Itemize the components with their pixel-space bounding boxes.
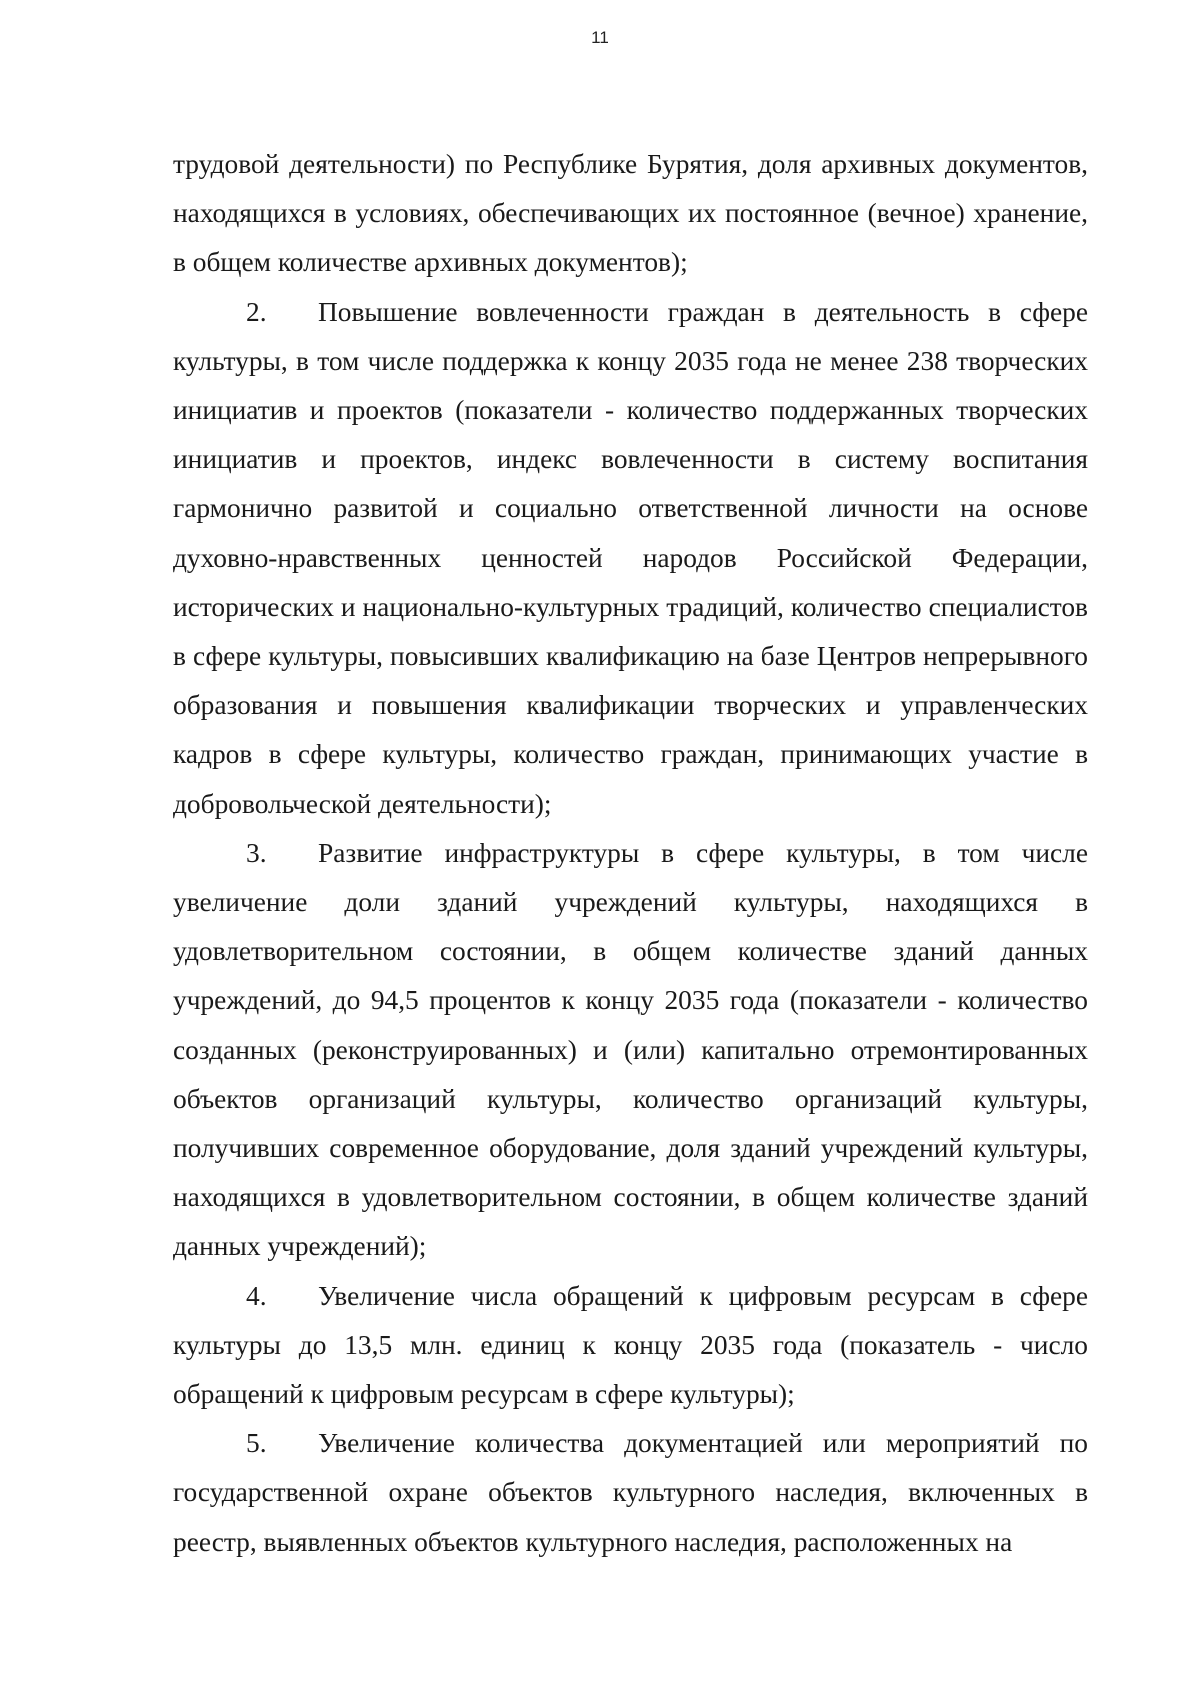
list-item-number: 4. [246, 1280, 267, 1311]
document-body [173, 140, 1088, 1567]
list-item-3 [173, 829, 1088, 1272]
list-item-number: 5. [246, 1428, 267, 1459]
list-item-number: 2. [246, 296, 267, 327]
list-item-text: Повышение вовлеченности граждан в деятельность в сфере культуры, в том числе поддержка к концу 2035 года не менее 238 творческих инициатив и проектов (показатели - количество поддержанных творческих инициатив и проектов, индекс вовлеченности в систему воспитания гармонично развитой и социально ответственной личности на основе духовно-нравственных ценностей народов Российской Федерации, исторических и национально-культурных традиций, количество специалистов в сфере культуры, повысивших квалификацию на базе Центров непрерывного образования и повышения квалификации творческих и управленческих кадров в сфере культуры, количество граждан, принимающих участие в добровольческой деятельности); [173, 296, 1088, 819]
list-item-5 [173, 1419, 1088, 1567]
list-item-text: Увеличение числа обращений к цифровым ресурсам в сфере культуры до 13,5 млн. единиц к концу 2035 года (показатель - число обращений к цифровым ресурсам в сфере культуры); [173, 1280, 1088, 1410]
list-item-2 [173, 288, 1088, 829]
list-item-number: 3. [246, 837, 267, 868]
list-item-text: Увеличение количества документацией или мероприятий по государственной охране объектов культурного наследия, включенных в реестр, выявленных объектов культурного наследия, расположенных на [173, 1428, 1088, 1557]
list-item-4 [173, 1272, 1088, 1420]
list-item-text: Развитие инфраструктуры в сфере культуры, в том числе увеличение доли зданий учреждений культуры, находящихся в удовлетворительном состоянии, в общем количестве зданий данных учреждений, до 94,5 процентов к концу 2035 года (показатели - количество созданных (реконструированных) и (или) капитально отремонтированных объектов организаций культуры, количество организаций культуры, получивших современное оборудование, доля зданий учреждений культуры, находящихся в удовлетворительном состоянии, в общем количестве зданий данных учреждений); [173, 837, 1088, 1262]
paragraph-continuation [173, 140, 1088, 288]
paragraph-text: трудовой деятельности) по Республике Бурятия, доля архивных документов, находящихся в условиях, обеспечивающих их постоянное (вечное) хранение, в общем количестве архивных документов); [173, 149, 1088, 278]
page-number: 11 [591, 28, 609, 47]
